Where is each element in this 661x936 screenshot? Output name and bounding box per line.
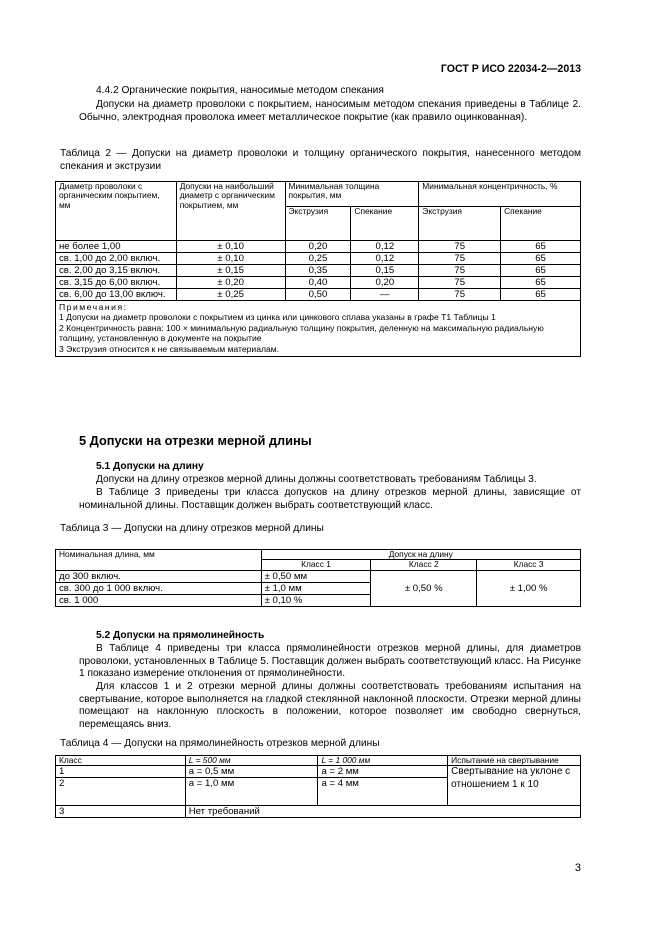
table-cell: ± 0,25 [176,289,285,301]
table-3-header-class3: Класс 3 [477,560,581,570]
table-cell: св. 1 000 [56,594,262,606]
section-5-2-paragraph-1: В Таблице 4 приведены три класса прямолинейности отрезков мерной длины, для диаметров проволоки, установленных в Таблице 5. Поставщик должен выбрать соответствующий класс. На Рисунке 1 показано измерение отклонения от прямолинейности. [79,643,581,680]
table-3-header-class2: Класс 2 [371,560,477,570]
section-5-heading: 5 Допуски на отрезки мерной длины [79,433,312,448]
section-5-1-heading: 5.1 Допуски на длину [96,461,204,472]
table-cell: 0,25 [285,253,351,265]
table-row [56,265,581,277]
table-row [56,241,581,253]
table-row [56,253,581,265]
table-4 [55,755,581,818]
table-cell: 0,40 [285,277,351,289]
section-5-1-paragraph-2: В Таблице 3 приведены три класса допусков на длину отрезков мерной длины, зависящие от номинальной длины. Поставщик должен выбрать соответствующий класс. [79,487,581,511]
table-cell: 3 [56,806,186,818]
table-2-header-extrusion: Экструзия [419,207,501,241]
table-cell: св. 3,15 до 6,00 включ. [56,277,177,289]
table-cell: ± 0,20 [176,277,285,289]
table-row [56,806,581,818]
table-2-header-sintering: Спекание [351,207,419,241]
table-2-header-sintering: Спекание [501,207,581,241]
table-cell: 65 [501,277,581,289]
table-cell: 75 [419,265,501,277]
table-cell: a = 0,5 мм [185,766,318,778]
table-4-header-l1000: L = 1 000 мм [318,756,448,766]
table-3-class3-value: ± 1,00 % [477,570,581,606]
table-cell: — [351,289,419,301]
section-5-1-paragraph-1: Допуски на длину отрезков мерной длины должны соответствовать требованиям Таблицы 3. [96,474,537,485]
table-row [56,277,581,289]
table-cell: ± 1,0 мм [261,582,371,594]
table-2-header-min-thickness: Минимальная толщина покрытия, мм [285,182,419,207]
table-cell: ± 0,15 [176,265,285,277]
table-cell: 75 [419,277,501,289]
table-2-header-min-concentricity: Минимальная концентричность, % [419,182,581,207]
table-3 [55,549,581,607]
table-cell: 0,20 [351,277,419,289]
table-cell: 1 [56,766,186,778]
table-cell: ± 0,10 % [261,594,371,606]
section-4-4-2-heading: 4.4.2 Органические покрытия, наносимые методом спекания [96,85,384,96]
table-row [56,289,581,301]
table-cell: 2 [56,778,186,806]
table-cell: Нет требований [185,806,580,818]
table-cell: 75 [419,253,501,265]
table-cell: 0,12 [351,241,419,253]
table-cell: 0,35 [285,265,351,277]
table-cell: ± 0,10 [176,253,285,265]
table-cell: св. 300 до 1 000 включ. [56,582,262,594]
table-4-header-l500: L = 500 мм [185,756,318,766]
table-cell: a = 1,0 мм [185,778,318,806]
table-cell: 0,20 [285,241,351,253]
table-cell: 65 [501,241,581,253]
table-2-notes [56,301,581,357]
table-cell: не более 1,00 [56,241,177,253]
table-cell: 0,15 [351,265,419,277]
table-4-test-value: Свертывание на уклоне с отношением 1 к 10 [448,766,581,806]
table-3-header-nominal: Номинальная длина, мм [56,550,262,571]
table-2-header-diameter: Диаметр проволоки с органическим покрытием, мм [56,182,177,241]
table-2-caption: Таблица 2 — Допуски на диаметр проволоки и толщину органического покрытия, нанесенного методом спекания и экструзии [60,148,581,172]
notes-heading: Примечания: [59,302,128,312]
note-item: 3 Экструзия относится к не связываемым материалам. [59,343,280,354]
table-cell: 75 [419,241,501,253]
section-5-2-heading: 5.2 Допуски на прямолинейность [96,630,265,641]
table-cell: ± 0,50 мм [261,570,371,582]
note-item: 1 Допуски на диаметр проволоки с покрытием из цинка или цинкового сплава указаны в графе Т1 Таблицы 1 [59,312,496,323]
table-cell: до 300 включ. [56,570,262,582]
table-cell: a = 2 мм [318,766,448,778]
table-cell: 75 [419,289,501,301]
table-cell: св. 2,00 до 3,15 включ. [56,265,177,277]
table-2 [55,181,581,357]
table-3-caption: Таблица 3 — Допуски на длину отрезков мерной длины [60,523,324,534]
table-cell: 65 [501,289,581,301]
table-cell: 65 [501,253,581,265]
table-cell: св. 6,00 до 13,00 включ. [56,289,177,301]
table-4-header-class: Класс [56,756,186,766]
table-row [56,570,581,582]
table-3-class2-value: ± 0,50 % [371,570,477,606]
note-item: 2 Концентричность равна: 100 × минимальную радиальную толщину покрытия, деленную на максимальную радиальную толщину, установленную в документе на покрытие [59,322,544,344]
document-header: ГОСТ Р ИСО 22034-2—2013 [440,63,581,75]
table-cell: a = 4 мм [318,778,448,806]
table-3-header-class1: Класс 1 [261,560,371,570]
table-2-header-tolerance: Допуски на наибольший диаметр с органическим покрытием, мм [176,182,285,241]
section-5-2-paragraph-2: Для классов 1 и 2 отрезки мерной длины должны соответствовать требованиям испытания на свертывание, которое выполняется на гладкой стеклянной наклонной плоскости. Отрезки мерной длины помещают на наклонную плоскость в положении, которое позволяет им свободно свернуться, перемещаясь вниз. [79,681,581,730]
table-2-header-extrusion: Экструзия [285,207,351,241]
table-cell: 65 [501,265,581,277]
table-cell: ± 0,10 [176,241,285,253]
table-cell: св. 1,00 до 2,00 включ. [56,253,177,265]
table-4-header-test: Испытание на свертывание [448,756,581,766]
section-4-4-2-paragraph: Допуски на диаметр проволоки с покрытием, наносимым методом спекания приведены в Таблице 2. Обычно, электродная проволока имеет металлическое покрытие (как правило оцинкованная). [79,99,581,123]
table-row [56,766,581,778]
table-4-caption: Таблица 4 — Допуски на прямолинейность отрезков мерной длины [60,738,380,749]
table-3-header-tolerance: Допуск на длину [261,550,580,560]
table-cell: 0,12 [351,253,419,265]
table-cell: 0,50 [285,289,351,301]
page-number: 3 [574,862,581,874]
